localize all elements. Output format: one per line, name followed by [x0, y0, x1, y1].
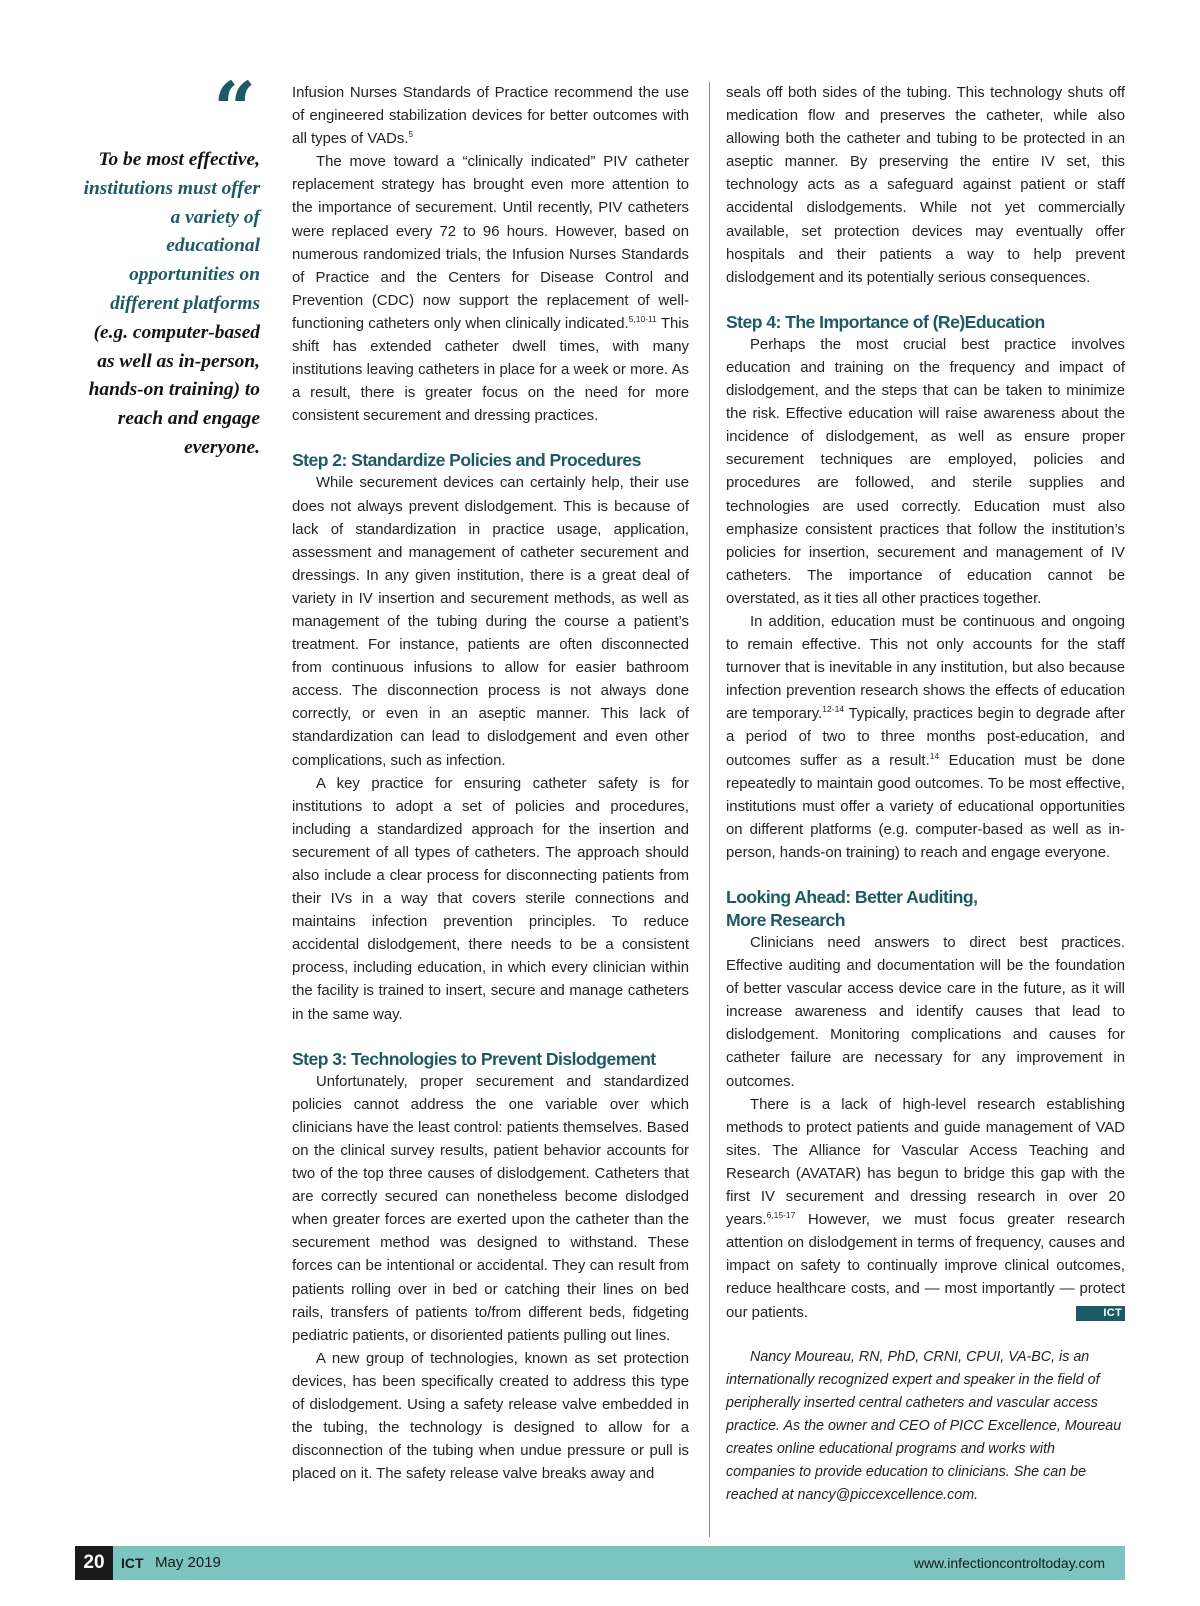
section-heading: Step 3: Technologies to Prevent Dislodgement — [292, 1048, 656, 1069]
page-number: 20 — [75, 1546, 113, 1580]
paragraph-text: In addition, education must be continuous and ongoing to remain effective. This not only accounts for the staff turnover that is inevitable in any institution, but also because infection prevention research shows the effects of education are temporary. — [726, 613, 1125, 723]
section-heading: Step 2: Standardize Policies and Procedures — [292, 450, 641, 471]
pull-quote-text — [80, 146, 260, 463]
section-heading: Step 4: The Importance of (Re)Education — [726, 311, 1045, 332]
author-bio: Nancy Moureau, RN, PhD, CRNI, CPUI, VA-BC, is an internationally recognized expert and speaker in the field of peripherally inserted central catheters and vascular access practice. As the owner and CEO of PICC Excellence, Moureau creates online educational programs and works with companies to provide education to clinicians. She can be reached at nancy@piccexcellence.com. — [726, 1348, 1122, 1504]
paragraph-text: Typically, practices begin to degrade after a period of two to three months post-education, and outcomes suffer as a result. — [726, 706, 1125, 769]
paragraph: Clinicians need answers to direct best practices. Effective auditing and documentation will be the foundation of better vascular access device care in the future, as it will increase awareness and identify causes that lead to dislodgement. Monitoring complications and causes for catheter failure are necessary for any improvement in outcomes. — [726, 935, 1125, 1090]
reference-superscript: 12-14 — [822, 704, 845, 715]
publication-name: ICT — [121, 1555, 144, 1571]
paragraph-text: Education must be done repeatedly to maintain good outcomes. To be most effective, institutions must offer a variety of educational opportunities on different platforms (e.g. computer-based as well as in-person, hands-on training) to reach and engage everyone. — [726, 752, 1125, 861]
pull-quote-part: institutions must offer a variety of educational opportunities on different platforms — [83, 177, 260, 314]
paragraph: seals off both sides of the tubing. This technology shuts off medication flow and preserves the catheter, while also allowing both the catheter and tubing to be protected in an aseptic manner. By preserving the entire IV set, this technology acts as a safeguard against patient or staff accidental dislodgements. While not yet commercially available, set protection devices may eventually offer hospitals and their patients a way to help prevent dislodgement and its potentially serious consequences. — [726, 85, 1125, 286]
paragraph: A new group of technologies, known as set protection devices, has been specifically created to address this type of dislodgement. Using a safety release valve embedded in the tubing, the technology is designed to allow for a disconnection of the tubing when undue pressure or pull is placed on it. The safety release valve breaks away and — [292, 1350, 689, 1483]
reference-superscript: 6,15-17 — [766, 1210, 796, 1221]
issue-date: May 2019 — [155, 1554, 221, 1571]
article-column-left — [292, 82, 689, 1486]
paragraph-text: The move toward a “clinically indicated” PIV catheter replacement strategy has brought even more attention to the importance of securement. Until recently, PIV catheters were replaced every 72 to 96 hours. However, based on numerous randomized trials, the Infusion Nurses Standards of Practice and the Centers for Disease Control and Prevention (CDC) now support the replacement of well-functioning catheters only when clinically indicated. — [292, 154, 689, 332]
reference-superscript: 5 — [408, 129, 414, 140]
article-column-right — [726, 82, 1125, 1507]
paragraph — [726, 611, 1125, 865]
paragraph-text: Infusion Nurses Standards of Practice recommend the use of engineered stabilization devices for better outcomes with all types of VADs. — [292, 85, 689, 148]
quote-mark-icon: “ — [213, 67, 256, 153]
pull-quote-part: To be most effective, — [98, 149, 260, 170]
paragraph — [292, 82, 689, 151]
paragraph: Unfortunately, proper securement and standardized policies cannot address the one variable over which clinicians have the least control: patients themselves. Based on the clinical survey results, patient behavior accounts for two of the top three causes of dislodgement. Catheters that are correctly secured can nonetheless become dislodged when greater forces are exerted upon the catheter than the securement method was designed to withstand. These forces can be intentional or accidental. They can result from patients rolling over in bed or catching their lines on bed rails, transfers of patients to/from different beds, fidgeting pediatric patients, or disoriented patients pulling out lines. — [292, 1073, 689, 1344]
column-divider — [709, 82, 710, 1537]
website-url: www.infectioncontroltoday.com — [913, 1555, 1105, 1571]
end-of-article-icon: ICT — [1076, 1306, 1125, 1321]
reference-superscript: 14 — [929, 750, 940, 761]
paragraph: While securement devices can certainly help, their use does not always prevent dislodgement. This is because of lack of standardization in practice usage, application, assessment and management of catheter securement and dressings. In any given institution, there is a great deal of variety in IV insertion and securement methods, as well as management of the tubing during the course a patient’s treatment. For instance, patients are often disconnected from continuous infusions to allow for easier bathroom access. The disconnection process is not always done correctly, or even in an aseptic manner. This lack of standardization can lead to dislodgement and even other complications, such as infection. — [292, 475, 689, 769]
paragraph-text: This shift has extended catheter dwell times, with many institutions leaving catheters in place for a week or more. As a result, there is greater focus on the need for more consistent securement and dressing practices. — [292, 315, 689, 425]
pull-quote-part: (e.g. computer-based as well as in-person, hands-on training) to reach and engage everyone. — [88, 321, 260, 458]
section-heading-line: Looking Ahead: Better Auditing, — [726, 887, 978, 907]
section-heading — [726, 886, 1125, 932]
pull-quote — [80, 67, 260, 463]
paragraph: Perhaps the most crucial best practice involves education and training on the frequency and impact of dislodgement, and the steps that can be taken to minimize the risk. Effective education will raise awareness about the incidence of dislodgement, as well as ensure proper securement techniques are employed, policies and procedures are followed, and sterile supplies and technologies are used correctly. Education must also emphasize consistent practices that follow the institution’s policies for insertion, securement and management of IV catheters. The importance of education cannot be overstated, as it ties all other practices together. — [726, 336, 1125, 607]
paragraph-text: There is a lack of high-level research establishing methods to protect patients and guide management of VAD sites. The Alliance for Vascular Access Teaching and Research (AVATAR) has begun to bridge this gap with the first IV securement and dressing research in over 20 years. — [726, 1096, 1125, 1229]
paragraph: A key practice for ensuring catheter safety is for institutions to adopt a set of policies and procedures, including a standardized approach for the insertion and securement of all types of catheters. The approach should also include a clear process for disconnecting patients from their IVs in a way that covers sterile connections and maintains infection prevention principles. To reduce accidental dislodgement, there needs to be a consistent process, including education, in which every clinician within the facility is trained to insert, secure and manage catheters in the same way. — [292, 775, 689, 1023]
reference-superscript: 5,10-11 — [628, 313, 657, 324]
section-heading-line: More Research — [726, 910, 845, 930]
paragraph — [292, 151, 689, 428]
page-footer — [75, 1546, 1125, 1580]
paragraph — [726, 1094, 1125, 1325]
paragraph-text: However, we must focus greater research attention on dislodgement in terms of frequency, causes and impact on safety to continually improve clinical outcomes, reduce healthcare costs, and — most importantly — protect our patients. — [726, 1212, 1125, 1321]
